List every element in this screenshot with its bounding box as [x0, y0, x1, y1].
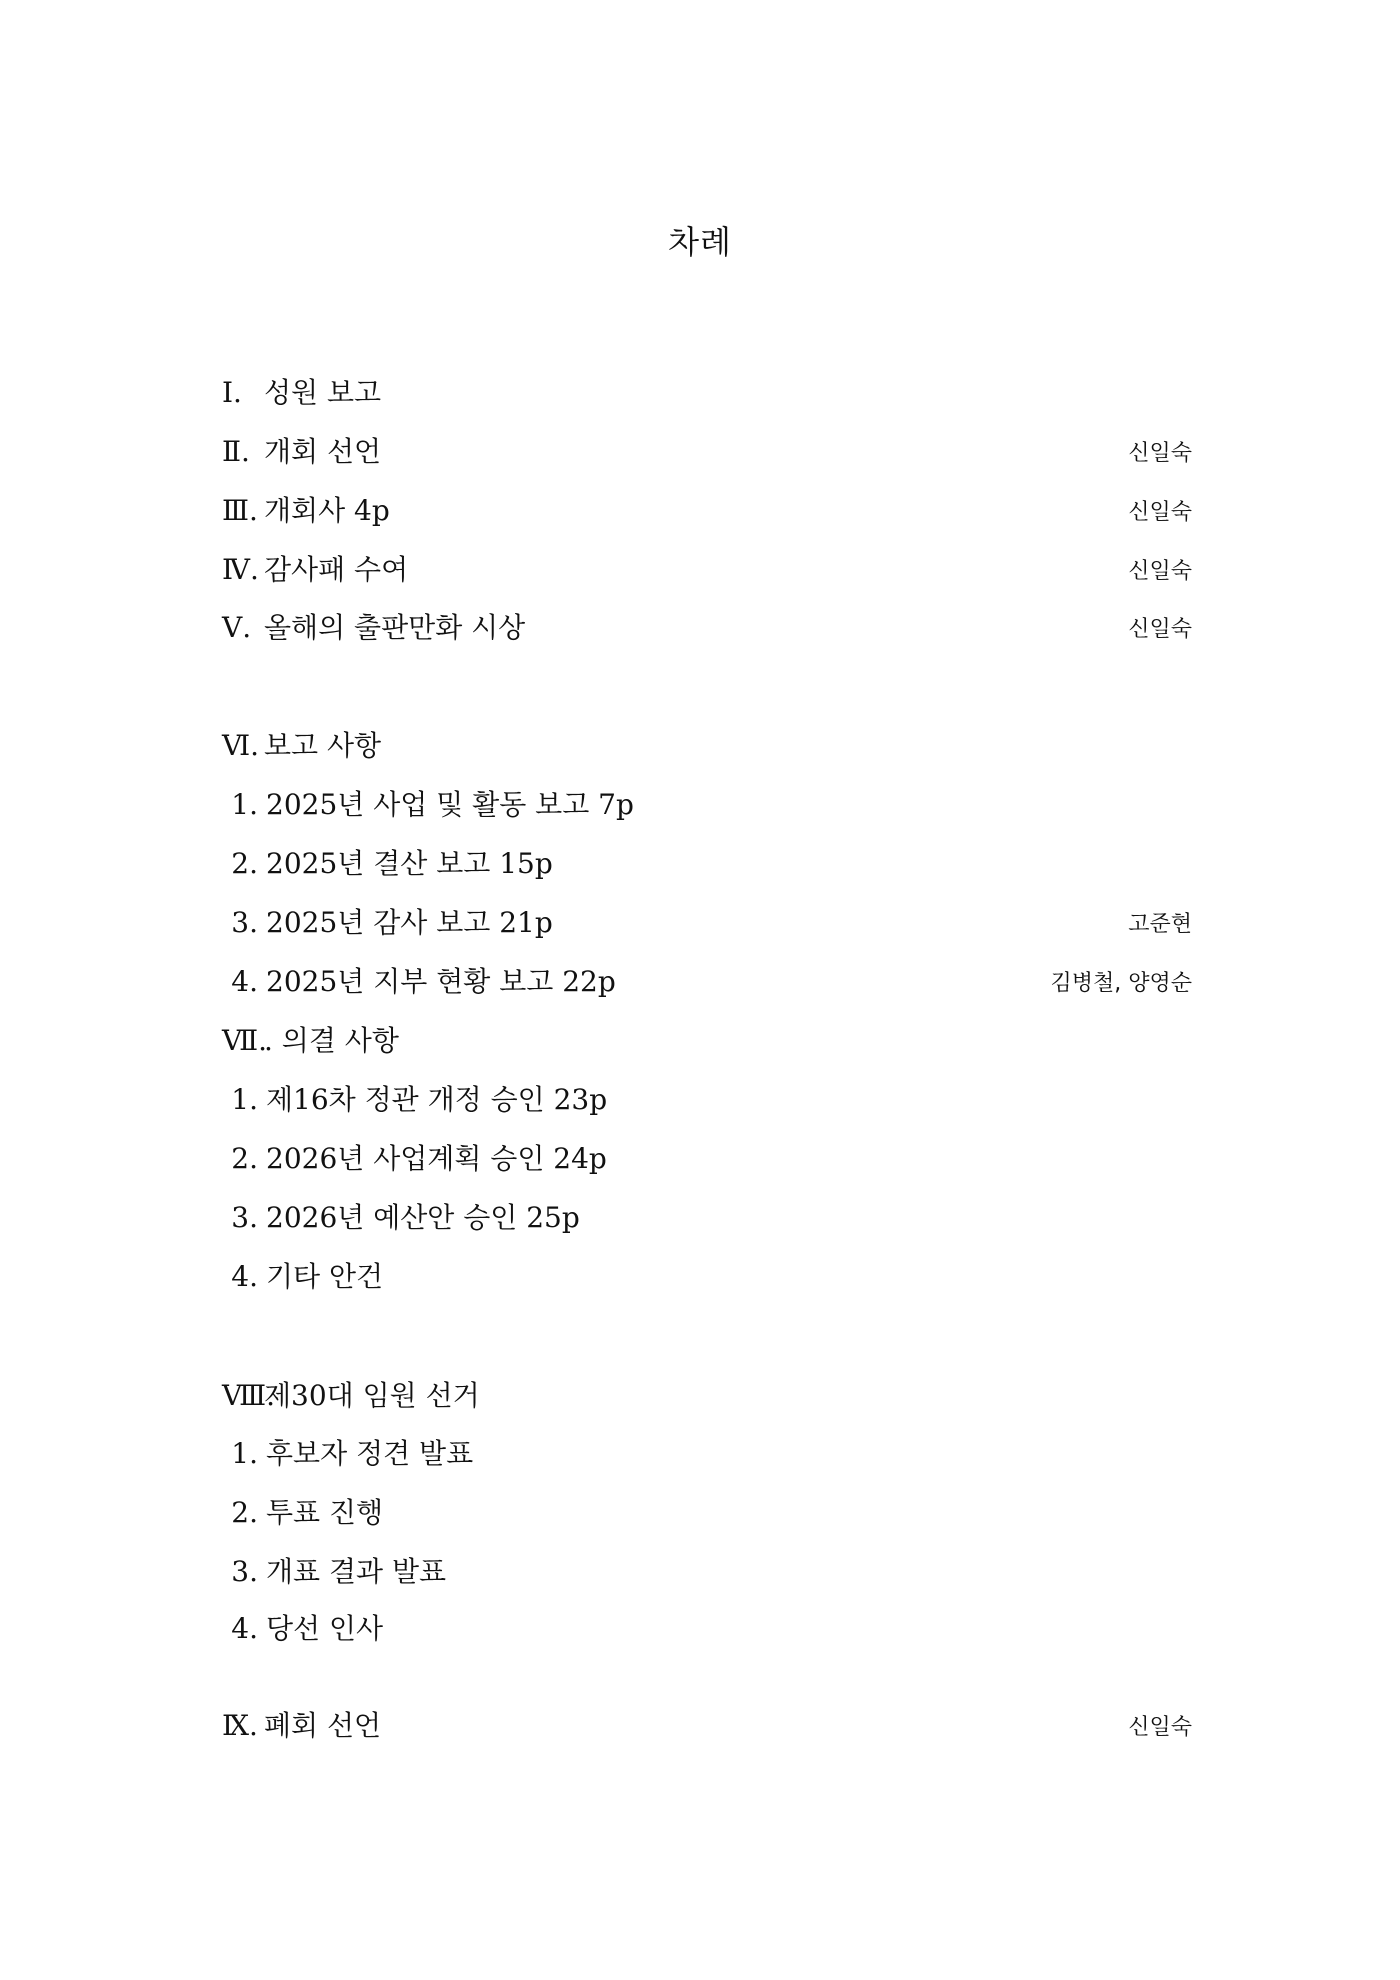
- toc-entry: [222, 432, 1192, 472]
- presenter-name: 신일숙: [1128, 617, 1192, 642]
- toc-subentry: [222, 785, 1192, 825]
- entry-label: 후보자 정견 발표: [266, 1437, 474, 1470]
- toc-entry: [222, 1706, 1192, 1746]
- toc-subentry: [222, 844, 1192, 884]
- toc-subentry: [222, 1434, 1192, 1474]
- section-number: Ⅳ.: [222, 553, 259, 586]
- toc-entry: [222, 491, 1192, 531]
- entry-label: 제30대 임원 선거: [264, 1379, 480, 1412]
- item-number: 4.: [231, 1612, 258, 1645]
- toc-subentry: [222, 1198, 1192, 1238]
- presenter-name: 신일숙: [1128, 559, 1192, 584]
- presenter-name: 신일숙: [1128, 500, 1192, 525]
- entry-label: 2026년 예산안 승인 25p: [266, 1201, 580, 1234]
- presenter-name: 신일숙: [1128, 1715, 1192, 1740]
- toc-subentry: [222, 1080, 1192, 1120]
- item-number: 1.: [231, 1437, 258, 1470]
- section-number: Ⅸ.: [222, 1709, 258, 1742]
- entry-label: 개표 결과 발표: [266, 1555, 447, 1588]
- section-number: Ⅴ.: [222, 611, 252, 644]
- item-number: 4.: [231, 1260, 258, 1293]
- entry-label: 폐회 선언: [264, 1709, 382, 1742]
- toc-subentry: [222, 903, 1192, 943]
- section-number: Ⅰ.: [222, 376, 242, 409]
- presenter-name: 김병철, 양영순: [1050, 971, 1192, 996]
- item-number: 3.: [231, 906, 258, 939]
- toc-subentry: [222, 1139, 1192, 1179]
- entry-label: 감사패 수여: [264, 553, 409, 586]
- presenter-name: 고준현: [1128, 912, 1192, 937]
- section-number: Ⅷ.: [222, 1379, 276, 1412]
- toc-entry: [222, 608, 1192, 648]
- entry-label: 투표 진행: [266, 1496, 384, 1529]
- entry-label: 2025년 감사 보고 21p: [266, 906, 553, 939]
- toc-subentry: [222, 962, 1192, 1002]
- section-number: Ⅲ.: [222, 494, 258, 527]
- entry-label: 보고 사항: [264, 729, 382, 762]
- toc-entry: [222, 726, 1192, 766]
- entry-label: 올해의 출판만화 시상: [264, 611, 526, 644]
- toc-entry: [222, 373, 1192, 413]
- page-title: 차례: [668, 223, 732, 261]
- toc-subentry: [222, 1257, 1192, 1297]
- entry-label: 2025년 지부 현황 보고 22p: [266, 965, 616, 998]
- item-number: 1.: [231, 788, 258, 821]
- entry-label: 기타 안건: [266, 1260, 384, 1293]
- section-number: Ⅵ.: [222, 729, 260, 762]
- toc-subentry: [222, 1552, 1192, 1592]
- section-number: Ⅶ.: [222, 1024, 268, 1057]
- item-number: 3.: [231, 1201, 258, 1234]
- toc-subentry: [222, 1493, 1192, 1533]
- toc-entry: [222, 1021, 1192, 1061]
- entry-label: 개회사 4p: [264, 494, 390, 527]
- entry-label: 당선 인사: [266, 1612, 384, 1645]
- item-number: 3.: [231, 1555, 258, 1588]
- toc-subentry: [222, 1609, 1192, 1649]
- toc-entry: [222, 550, 1192, 590]
- item-number: 4.: [231, 965, 258, 998]
- item-number: 1.: [231, 1083, 258, 1116]
- toc-entry: [222, 1376, 1192, 1416]
- entry-label: 개회 선언: [264, 435, 382, 468]
- entry-label: 2025년 사업 및 활동 보고 7p: [266, 788, 634, 821]
- entry-label: 2026년 사업계획 승인 24p: [266, 1142, 607, 1175]
- section-number: Ⅱ.: [222, 435, 250, 468]
- entry-label: 2025년 결산 보고 15p: [266, 847, 553, 880]
- entry-label: 제16차 정관 개정 승인 23p: [266, 1083, 608, 1116]
- item-number: 2.: [231, 847, 258, 880]
- entry-label: 성원 보고: [264, 376, 382, 409]
- item-number: 2.: [231, 1142, 258, 1175]
- entry-label: . 의결 사항: [264, 1024, 399, 1057]
- presenter-name: 신일숙: [1128, 441, 1192, 466]
- item-number: 2.: [231, 1496, 258, 1529]
